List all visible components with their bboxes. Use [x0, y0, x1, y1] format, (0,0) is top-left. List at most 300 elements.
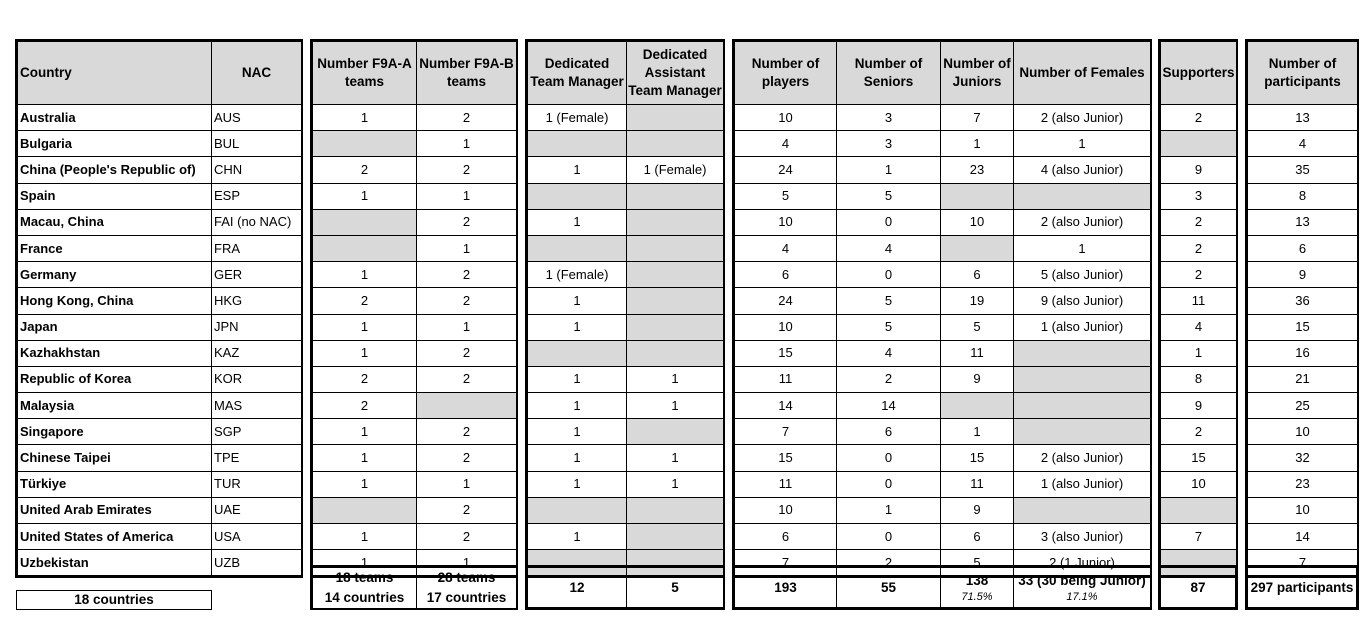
cell-players: 10 [735, 497, 837, 523]
total-juniors [941, 568, 1014, 608]
cell-players: 24 [735, 157, 837, 183]
cell-juniors [941, 183, 1014, 209]
header-supporters: Supporters [1161, 42, 1237, 105]
cell-a: 2 [313, 393, 417, 419]
cell-participants: 25 [1248, 393, 1358, 419]
table-row [18, 235, 302, 261]
cell-juniors: 10 [941, 209, 1014, 235]
cell-a: 1 [313, 419, 417, 445]
cell-juniors: 9 [941, 366, 1014, 392]
cell-supporters: 1 [1161, 340, 1237, 366]
cell-b: 2 [417, 157, 517, 183]
cell-participants: 23 [1248, 471, 1358, 497]
table-row [1161, 524, 1237, 550]
cell-nac: ESP [212, 183, 302, 209]
country-table [17, 41, 302, 576]
table-row [1161, 471, 1237, 497]
cell-players: 15 [735, 340, 837, 366]
cell-seniors: 3 [837, 105, 941, 131]
table-row [528, 105, 724, 131]
totals-teams [310, 565, 518, 610]
cell-a: 1 [313, 314, 417, 340]
cell-juniors [941, 235, 1014, 261]
cell-tm: 1 [528, 209, 627, 235]
table-row [1161, 393, 1237, 419]
cell-b [417, 393, 517, 419]
cell-tm: 1 [528, 419, 627, 445]
cell-supporters: 2 [1161, 105, 1237, 131]
table-row [313, 366, 517, 392]
table-row [1248, 445, 1358, 471]
total-females-pct: 17.1% [1066, 591, 1098, 603]
header-seniors: Number of Seniors [837, 42, 941, 105]
cell-atm [627, 497, 724, 523]
supporters-table [1160, 41, 1237, 576]
cell-tm: 1 (Female) [528, 105, 627, 131]
cell-players: 24 [735, 288, 837, 314]
table-row [18, 157, 302, 183]
cell-nac: TPE [212, 445, 302, 471]
cell-tm: 1 [528, 314, 627, 340]
table-row [1248, 393, 1358, 419]
total-countries: 18 countries [16, 590, 212, 610]
cell-b: 2 [417, 497, 517, 523]
cell-country: China (People's Republic of) [18, 157, 212, 183]
cell-participants: 7 [1248, 550, 1358, 576]
table-row [313, 209, 517, 235]
cell-tm: 1 [528, 471, 627, 497]
cell-country: France [18, 235, 212, 261]
total-assistant-managers: 5 [627, 568, 724, 608]
table-row [1248, 105, 1358, 131]
table-row [1248, 340, 1358, 366]
table-row [735, 157, 1151, 183]
total-seniors: 55 [837, 568, 941, 608]
country-block [15, 39, 303, 578]
table-row [528, 445, 724, 471]
cell-participants: 10 [1248, 419, 1358, 445]
table-row [18, 445, 302, 471]
cell-tm: 1 (Female) [528, 262, 627, 288]
cell-seniors: 0 [837, 471, 941, 497]
cell-nac: AUS [212, 105, 302, 131]
cell-atm [627, 340, 724, 366]
table-row [313, 131, 517, 157]
cell-b: 2 [417, 340, 517, 366]
cell-atm: 1 [627, 471, 724, 497]
cell-b: 2 [417, 366, 517, 392]
header-f9a-b: Number F9A-B teams [417, 42, 517, 105]
cell-juniors: 9 [941, 497, 1014, 523]
cell-nac: JPN [212, 314, 302, 340]
table-row [1161, 497, 1237, 523]
totals-managers [525, 565, 725, 610]
table-row [18, 340, 302, 366]
table-row [1161, 366, 1237, 392]
table-row [313, 314, 517, 340]
table-row [528, 340, 724, 366]
cell-atm: 1 [627, 366, 724, 392]
cell-participants: 10 [1248, 497, 1358, 523]
cell-a: 1 [313, 445, 417, 471]
cell-seniors: 5 [837, 183, 941, 209]
cell-supporters [1161, 497, 1237, 523]
cell-females: 9 (also Junior) [1014, 288, 1151, 314]
table-row [18, 524, 302, 550]
cell-supporters: 4 [1161, 314, 1237, 340]
cell-b: 1 [417, 235, 517, 261]
total-females [1014, 568, 1151, 608]
cell-juniors: 5 [941, 314, 1014, 340]
cell-supporters [1161, 131, 1237, 157]
total-females-value: 33 (30 being Junior) [1018, 573, 1146, 588]
cell-players: 11 [735, 471, 837, 497]
cell-females [1014, 183, 1151, 209]
total-participants: 297 participants [1248, 568, 1357, 608]
cell-country: Kazhakhstan [18, 340, 212, 366]
table-row [1248, 209, 1358, 235]
cell-a [313, 131, 417, 157]
table-row [1161, 105, 1237, 131]
cell-atm [627, 288, 724, 314]
cell-juniors [941, 393, 1014, 419]
table-row [313, 497, 517, 523]
table-row [735, 445, 1151, 471]
cell-participants: 21 [1248, 366, 1358, 392]
cell-players: 4 [735, 235, 837, 261]
cell-seniors: 6 [837, 419, 941, 445]
players-table [734, 41, 1151, 576]
table-row [528, 366, 724, 392]
cell-country: Türkiye [18, 471, 212, 497]
table-row [18, 471, 302, 497]
table-row [313, 393, 517, 419]
cell-tm [528, 235, 627, 261]
table-row [1161, 131, 1237, 157]
cell-seniors: 2 [837, 550, 941, 576]
table-row [1161, 340, 1237, 366]
cell-supporters: 8 [1161, 366, 1237, 392]
cell-juniors: 19 [941, 288, 1014, 314]
participants-table [1247, 41, 1358, 576]
cell-supporters: 11 [1161, 288, 1237, 314]
cell-b: 1 [417, 550, 517, 576]
cell-females: 1 (also Junior) [1014, 471, 1151, 497]
cell-tm: 1 [528, 524, 627, 550]
cell-b: 2 [417, 445, 517, 471]
table-row [1161, 314, 1237, 340]
cell-a [313, 235, 417, 261]
cell-players: 5 [735, 183, 837, 209]
table-row [735, 131, 1151, 157]
cell-b: 1 [417, 183, 517, 209]
cell-players: 11 [735, 366, 837, 392]
total-juniors-pct: 71.5% [961, 591, 993, 603]
cell-females [1014, 393, 1151, 419]
table-row [528, 131, 724, 157]
cell-juniors: 7 [941, 105, 1014, 131]
cell-tm: 1 [528, 445, 627, 471]
participants-block [1245, 39, 1359, 578]
cell-atm [627, 419, 724, 445]
cell-participants: 13 [1248, 209, 1358, 235]
table-row [1248, 183, 1358, 209]
cell-b: 1 [417, 471, 517, 497]
cell-females: 2 (also Junior) [1014, 209, 1151, 235]
header-females: Number of Females [1014, 42, 1151, 105]
table-row [313, 524, 517, 550]
cell-nac: MAS [212, 393, 302, 419]
cell-tm: 1 [528, 393, 627, 419]
cell-a: 1 [313, 262, 417, 288]
cell-b: 2 [417, 419, 517, 445]
table-row [313, 419, 517, 445]
table-row [735, 262, 1151, 288]
table-row [1248, 288, 1358, 314]
table-row [1248, 471, 1358, 497]
table-row [1161, 419, 1237, 445]
cell-country: Germany [18, 262, 212, 288]
total-juniors-value: 138 [965, 573, 989, 588]
table-row [18, 366, 302, 392]
table-row [1161, 262, 1237, 288]
cell-nac: CHN [212, 157, 302, 183]
cell-country: Australia [18, 105, 212, 131]
cell-females: 1 (also Junior) [1014, 314, 1151, 340]
cell-tm [528, 340, 627, 366]
cell-seniors: 4 [837, 235, 941, 261]
cell-seniors: 5 [837, 314, 941, 340]
header-players: Number of players [735, 42, 837, 105]
table-row [18, 131, 302, 157]
table-row [18, 314, 302, 340]
cell-country: Republic of Korea [18, 366, 212, 392]
cell-females: 2 (also Junior) [1014, 445, 1151, 471]
table-row [528, 393, 724, 419]
table-row [313, 340, 517, 366]
cell-seniors: 0 [837, 445, 941, 471]
table-row [18, 288, 302, 314]
table-row [1161, 445, 1237, 471]
cell-tm: 1 [528, 157, 627, 183]
table-row [1248, 497, 1358, 523]
cell-juniors: 6 [941, 262, 1014, 288]
cell-a: 1 [313, 550, 417, 576]
header-nac: NAC [212, 42, 302, 105]
table-row [1248, 366, 1358, 392]
cell-players: 15 [735, 445, 837, 471]
table-row [528, 288, 724, 314]
table-row [735, 524, 1151, 550]
table-row [1248, 131, 1358, 157]
cell-country: United Arab Emirates [18, 497, 212, 523]
table-row [735, 366, 1151, 392]
cell-atm: 1 [627, 393, 724, 419]
cell-tm: 1 [528, 366, 627, 392]
table-row [528, 209, 724, 235]
table-row [18, 209, 302, 235]
cell-atm [627, 235, 724, 261]
cell-females: 1 [1014, 235, 1151, 261]
table-row [18, 183, 302, 209]
cell-country: Bulgaria [18, 131, 212, 157]
cell-seniors: 2 [837, 366, 941, 392]
table-row [313, 157, 517, 183]
header-juniors: Number of Juniors [941, 42, 1014, 105]
total-team-managers: 12 [528, 568, 627, 608]
cell-participants: 14 [1248, 524, 1358, 550]
cell-nac: UZB [212, 550, 302, 576]
total-b-countries: 17 countries [426, 590, 507, 605]
table-row [1161, 209, 1237, 235]
cell-b: 1 [417, 131, 517, 157]
total-supporters: 87 [1161, 568, 1236, 608]
table-row [313, 183, 517, 209]
totals-participants [1245, 565, 1359, 610]
teams-table [312, 41, 517, 576]
total-a [313, 568, 417, 609]
cell-seniors: 0 [837, 524, 941, 550]
totals-supporters [1158, 565, 1238, 610]
table-row [735, 209, 1151, 235]
total-b-teams: 28 teams [437, 570, 496, 585]
table-row [735, 314, 1151, 340]
table-row [313, 262, 517, 288]
cell-seniors: 1 [837, 157, 941, 183]
cell-supporters: 9 [1161, 393, 1237, 419]
cell-a: 1 [313, 340, 417, 366]
cell-b: 2 [417, 524, 517, 550]
cell-participants: 4 [1248, 131, 1358, 157]
cell-players: 7 [735, 419, 837, 445]
table-row [313, 105, 517, 131]
header-f9a-a: Number F9A-A teams [313, 42, 417, 105]
table-row [528, 235, 724, 261]
cell-participants: 16 [1248, 340, 1358, 366]
cell-players: 7 [735, 550, 837, 576]
header-team-manager: Dedicated Team Manager [528, 42, 627, 105]
table-row [735, 419, 1151, 445]
cell-nac: GER [212, 262, 302, 288]
cell-supporters: 2 [1161, 209, 1237, 235]
cell-supporters: 15 [1161, 445, 1237, 471]
cell-participants: 36 [1248, 288, 1358, 314]
cell-atm [627, 105, 724, 131]
header-participants: Number of participants [1248, 42, 1358, 105]
table-row [528, 262, 724, 288]
cell-a: 1 [313, 471, 417, 497]
total-a-countries: 14 countries [324, 590, 405, 605]
cell-country: United States of America [18, 524, 212, 550]
cell-country: Malaysia [18, 393, 212, 419]
cell-tm: 1 [528, 288, 627, 314]
table-row [1248, 419, 1358, 445]
cell-a: 1 [313, 524, 417, 550]
cell-supporters: 3 [1161, 183, 1237, 209]
table-row [313, 445, 517, 471]
table-row [1248, 235, 1358, 261]
cell-nac: FRA [212, 235, 302, 261]
cell-participants: 15 [1248, 314, 1358, 340]
cell-players: 6 [735, 524, 837, 550]
cell-supporters: 2 [1161, 262, 1237, 288]
cell-a: 1 [313, 183, 417, 209]
table-row [1248, 262, 1358, 288]
total-a-teams: 18 teams [335, 570, 394, 585]
table-row [18, 497, 302, 523]
table-row [1248, 157, 1358, 183]
cell-supporters: 2 [1161, 235, 1237, 261]
table-row [735, 393, 1151, 419]
header-country: Country [18, 42, 212, 105]
cell-females: 3 (also Junior) [1014, 524, 1151, 550]
cell-atm: 1 [627, 445, 724, 471]
total-players: 193 [735, 568, 837, 608]
cell-supporters: 2 [1161, 419, 1237, 445]
total-b [417, 568, 517, 609]
cell-country: Spain [18, 183, 212, 209]
cell-juniors: 23 [941, 157, 1014, 183]
cell-a: 2 [313, 366, 417, 392]
cell-b: 2 [417, 288, 517, 314]
cell-country: Chinese Taipei [18, 445, 212, 471]
cell-country: Uzbekistan [18, 550, 212, 576]
managers-block [525, 39, 725, 578]
cell-participants: 32 [1248, 445, 1358, 471]
cell-participants: 6 [1248, 235, 1358, 261]
cell-females [1014, 366, 1151, 392]
cell-females [1014, 340, 1151, 366]
table-row [1161, 157, 1237, 183]
cell-females [1014, 497, 1151, 523]
managers-table [527, 41, 724, 576]
table-row [1161, 183, 1237, 209]
cell-seniors: 4 [837, 340, 941, 366]
table-row [528, 471, 724, 497]
table-row [18, 550, 302, 576]
cell-participants: 8 [1248, 183, 1358, 209]
cell-b: 1 [417, 314, 517, 340]
cell-nac: KOR [212, 366, 302, 392]
cell-participants: 35 [1248, 157, 1358, 183]
table-row [18, 393, 302, 419]
cell-a [313, 209, 417, 235]
cell-seniors: 0 [837, 209, 941, 235]
cell-atm [627, 131, 724, 157]
cell-nac: SGP [212, 419, 302, 445]
cell-females: 1 [1014, 131, 1151, 157]
table-row [313, 471, 517, 497]
cell-nac: UAE [212, 497, 302, 523]
cell-supporters: 7 [1161, 524, 1237, 550]
cell-participants: 13 [1248, 105, 1358, 131]
cell-country: Japan [18, 314, 212, 340]
cell-atm [627, 314, 724, 340]
cell-b: 2 [417, 262, 517, 288]
cell-seniors: 3 [837, 131, 941, 157]
cell-juniors: 11 [941, 471, 1014, 497]
cell-females: 4 (also Junior) [1014, 157, 1151, 183]
cell-nac: USA [212, 524, 302, 550]
teams-block [310, 39, 518, 578]
cell-a: 2 [313, 288, 417, 314]
cell-supporters: 9 [1161, 157, 1237, 183]
cell-country: Macau, China [18, 209, 212, 235]
cell-b: 2 [417, 105, 517, 131]
cell-nac: TUR [212, 471, 302, 497]
cell-atm [627, 524, 724, 550]
table-row [735, 340, 1151, 366]
